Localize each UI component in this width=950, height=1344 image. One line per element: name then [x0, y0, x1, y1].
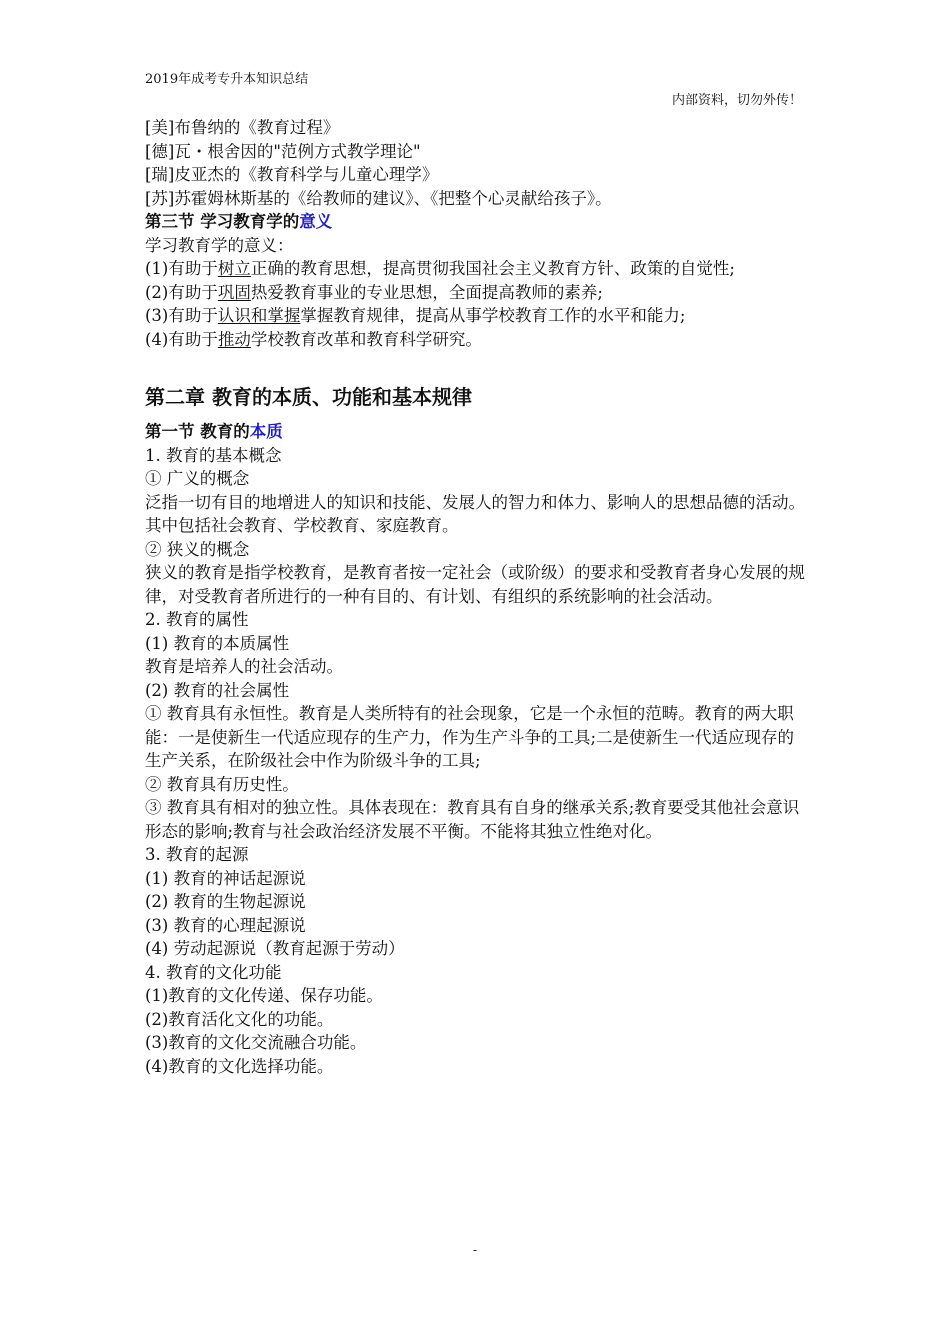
body-line: (4)教育的文化选择功能。 [145, 1056, 334, 1076]
body-line: (2) 教育的社会属性 [145, 680, 290, 700]
body-line: (4) 劳动起源说（教育起源于劳动） [145, 939, 405, 958]
body-line: ② 狭义的概念 [145, 539, 250, 559]
section-title-highlight: 意义 [299, 212, 333, 231]
body-line: 2. 教育的属性 [145, 610, 249, 629]
body-line: 3. 教育的起源 [145, 845, 249, 864]
body-line: (3) 教育的心理起源说 [145, 915, 306, 935]
body-line: (2) 教育的生物起源说 [145, 892, 306, 911]
work-line: [瑞]皮亚杰的《教育科学与儿童心理学》 [145, 165, 439, 184]
body-line: (3)教育的文化交流融合功能。 [145, 1033, 367, 1052]
page-footer: - [472, 1243, 478, 1257]
page-content [145, 116, 810, 1078]
section-title: 第三节 学习教育学的 [145, 212, 300, 231]
section-title-highlight: 本质 [249, 422, 283, 441]
body-line: ② 教育具有历史性。 [145, 774, 299, 794]
section-heading [145, 210, 810, 234]
body-line: (1) 教育的神话起源说 [145, 868, 306, 888]
work-line: [美]布鲁纳的《教育过程》 [145, 118, 340, 137]
body-line: ③ 教育具有相对的独立性。具体表现在：教育具有自身的继承关系;教育要受其他社会意识形态的影响;教育与社会政治经济发展不平衡。不能将其独立性绝对化。 [145, 798, 800, 841]
list-item: (4)有助于推动学校教育改革和教育科学研究。 [145, 329, 482, 349]
section-intro: 学习教育学的意义： [145, 235, 294, 255]
body-line: 泛指一切有目的地增进人的知识和技能、发展人的智力和体力、影响人的思想品德的活动。其中包括社会教育、学校教育、家庭教育。 [145, 492, 805, 535]
body-line: ① 教育具有永恒性。教育是人类所特有的社会现象，它是一个永恒的范畴。教育的两大职能：一是使新生一代适应现存的生产力，作为生产斗争的工具;二是使新生一代适应现存的生产关系，在阶级社会中作为阶级斗争的工具; [145, 704, 795, 770]
body-line: 教育是培养人的社会活动。 [145, 657, 343, 676]
list-item: (1)有助于树立正确的教育思想，提高贯彻我国社会主义教育方针、政策的自觉性; [145, 259, 735, 278]
work-line: [德]瓦・根舍因的"范例方式教学理论" [145, 141, 421, 161]
body-line: 1. 教育的基本概念 [145, 445, 282, 465]
body-line: (2)教育活化文化的功能。 [145, 1009, 334, 1029]
body-line: (1) 教育的本质属性 [145, 633, 290, 653]
chapter-title: 第二章 教育的本质、功能和基本规律 [145, 385, 472, 409]
body-line: 狭义的教育是指学校教育，是教育者按一定社会（或阶级）的要求和受教育者身心发展的规律，对受教育者所进行的一种有目的、有计划、有组织的系统影响的社会活动。 [145, 563, 805, 606]
body-text [145, 444, 810, 1079]
header-right-note: 内部资料，切勿外传！ [671, 93, 802, 108]
header-left-title: 2019年成考专升本知识总结 [145, 72, 309, 87]
body-line: (1)教育的文化传递、保存功能。 [145, 986, 383, 1005]
body-line: 4. 教育的文化功能 [145, 962, 282, 982]
section-heading [145, 420, 810, 444]
work-line: [苏]苏霍姆林斯基的《给教师的建议》、《把整个心灵献给孩子》。 [145, 188, 612, 208]
list-item: (3)有助于认识和掌握掌握教育规律，提高从事学校教育工作的水平和能力; [145, 306, 686, 325]
body-line: ① 广义的概念 [145, 469, 250, 488]
section-title: 第一节 教育的 [145, 422, 250, 441]
list-item: (2)有助于巩固热爱教育事业的专业思想，全面提高教师的素养; [145, 282, 603, 302]
